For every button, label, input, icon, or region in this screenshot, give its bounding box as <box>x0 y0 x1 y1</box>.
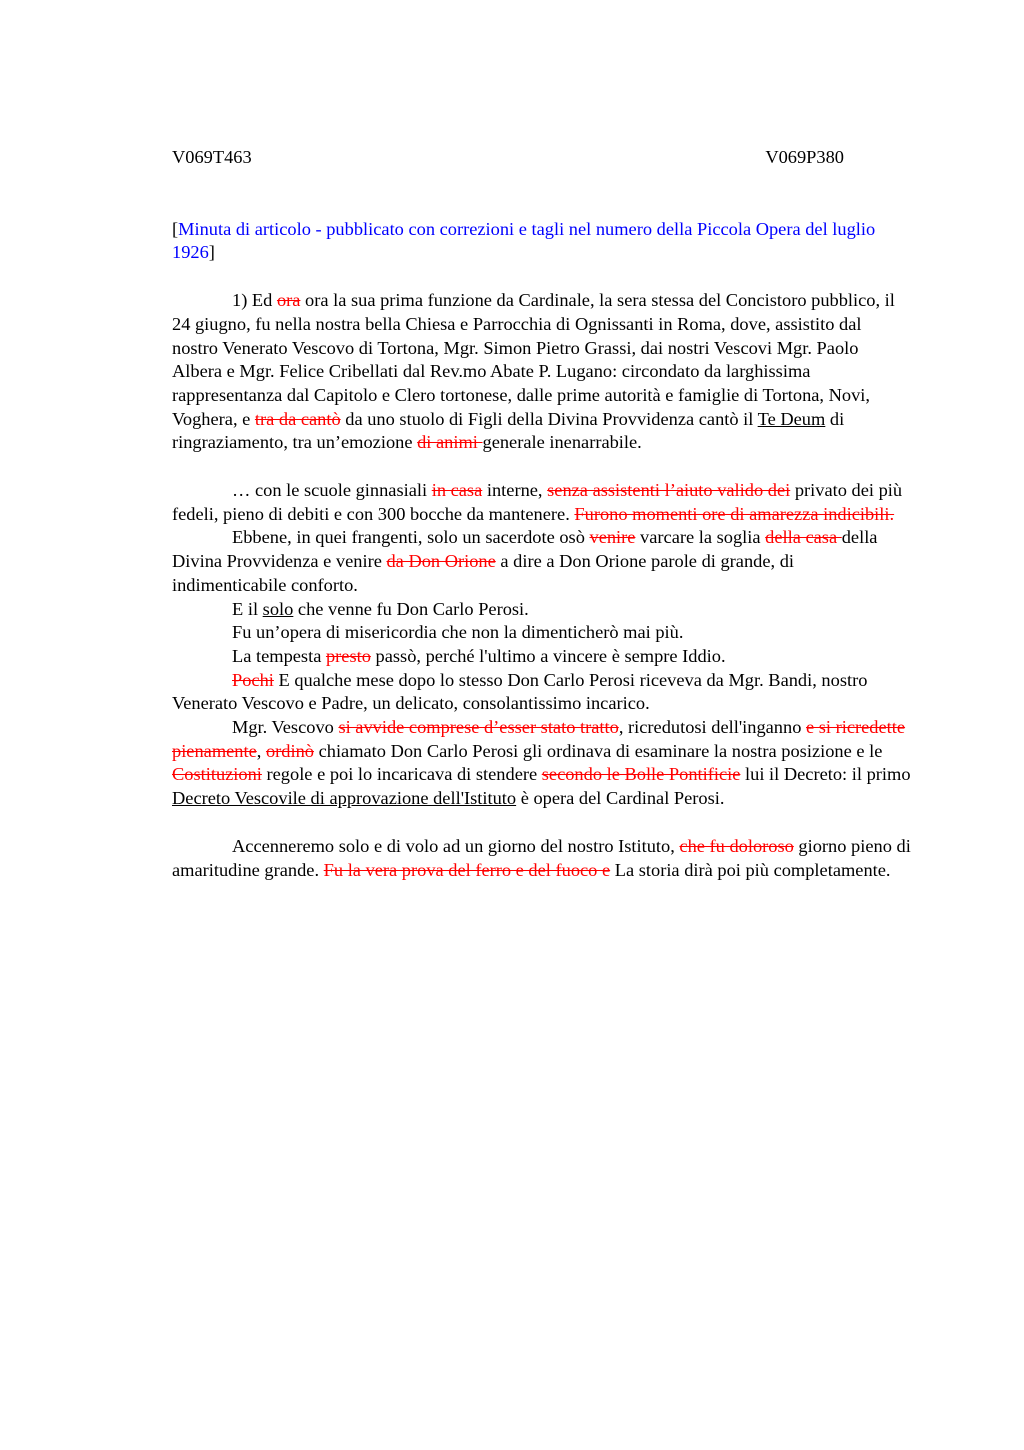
paragraph-1 <box>172 289 912 455</box>
paragraph-5 <box>172 621 912 645</box>
deleted-text: della casa <box>765 527 842 548</box>
text-span: , <box>256 740 266 761</box>
text-span: giorno pieno di amaritudine grande. <box>172 835 911 880</box>
text-span: della Divina Provvidenza e venire <box>172 527 878 572</box>
deleted-text: Fu la vera prova del ferro e del fuoco e <box>323 859 611 880</box>
text-span: , ricredutosi dell'inganno <box>618 717 806 738</box>
text-span: Accenneremo solo e di volo ad un giorno del nostro Istituto, <box>232 835 680 856</box>
deleted-text: ora <box>276 290 301 311</box>
text-span: Ebbene, in quei frangenti, solo un sacerdote osò <box>232 527 590 548</box>
deleted-text: da Don Orione <box>386 551 496 572</box>
text-span: E qualche mese dopo lo stesso Don Carlo Perosi riceveva da Mgr. Bandi, nostro Venerato Vescovo e Padre, un delicato, consolantissimo incarico. <box>172 669 868 714</box>
note-open-bracket: [ <box>172 218 179 239</box>
text-span: passò, perché l'ultimo a vincere è sempre Iddio. <box>370 645 726 666</box>
document-page <box>172 146 912 882</box>
paragraph-7 <box>172 669 912 716</box>
text-span: di ringraziamento, tra un’emozione <box>172 408 845 453</box>
text-span: a dire a Don Orione parole di grande, di indimenticabile conforto. <box>172 551 795 595</box>
underlined-text: Te Deum <box>757 408 826 429</box>
paragraph-8 <box>172 716 912 811</box>
deleted-text: e si ricredette pienamente <box>172 717 906 761</box>
document-header <box>172 146 844 170</box>
document-code-right: V069P380 <box>765 147 844 167</box>
text-span: … con le scuole ginnasiali <box>232 480 432 501</box>
text-span: generale inenarrabile. <box>482 432 642 453</box>
paragraph-9 <box>172 835 912 882</box>
paragraph-3 <box>172 526 912 597</box>
deleted-text: venire <box>589 527 636 548</box>
text-span: è opera del Cardinal Perosi. <box>516 788 725 809</box>
text-span: Fu un’opera di misericordia che non la dimenticherò mai più. <box>232 622 684 643</box>
deleted-text: presto <box>325 645 371 666</box>
text-span: Mgr. Vescovo <box>232 717 339 738</box>
text-span: lui il Decreto: il primo <box>740 764 911 785</box>
deleted-text: senza assistenti l’aiuto valido dei <box>547 480 791 501</box>
note-close-bracket: ] <box>208 242 215 263</box>
document-code-left: V069T463 <box>172 147 252 167</box>
deleted-text: Pochi <box>232 669 274 690</box>
text-span: E il <box>232 598 263 619</box>
text-span: che venne fu Don Carlo Perosi. <box>293 598 529 619</box>
paragraph-4 <box>172 598 912 622</box>
text-span: La storia dirà poi più completamente. <box>610 859 891 880</box>
deleted-text: in casa <box>431 480 483 501</box>
text-span: varcare la soglia <box>635 527 766 548</box>
underlined-text: Decreto Vescovile di approvazione dell'Istituto <box>172 788 517 809</box>
deleted-text: che fu doloroso <box>679 835 794 856</box>
paragraph-2 <box>172 479 912 526</box>
text-span: da uno stuolo di Figli della Divina Provvidenza cantò il <box>340 408 758 429</box>
deleted-text: si avvide comprese d’esser stato tratto <box>338 717 619 738</box>
text-span: privato dei più fedeli, pieno di debiti e con 300 bocche da mantenere. <box>172 480 903 524</box>
deleted-text: ordinò <box>265 740 314 761</box>
paragraph-6 <box>172 645 912 669</box>
text-span: ora la sua prima funzione da Cardinale, la sera stessa del Concistoro pubblico, il 24 giugno, fu nella nostra bella Chiesa e Parrocchia di Ognissanti in Roma, dove, assistito dal nostro Venerato Vescovo di Tortona, Mgr. Simon Pietro Grassi, dai nostri Vescovi Mgr. Paolo Albera e Mgr. Felice Cribellati dal Rev.mo Abate P. Lugano: circondato da larghissima rappresentanza dal Capitolo e Clero tortonese, dalle prime autorità e famiglie di Tortona, Novi, Voghera, e <box>172 290 895 429</box>
text-span: 1) Ed <box>232 290 277 311</box>
text-span: interne, <box>482 480 548 501</box>
underlined-text: solo <box>262 598 294 619</box>
text-span: regole e poi lo incaricava di stendere <box>261 764 542 785</box>
deleted-text: di animi <box>417 432 483 453</box>
text-span: chiamato Don Carlo Perosi gli ordinava di esaminare la nostra posizione e le <box>313 740 883 761</box>
deleted-text: Furono momenti ore di amarezza indicibili. <box>574 503 895 524</box>
note-text: Minuta di articolo - pubblicato con correzioni e tagli nel numero della Piccola Opera del luglio 1926 <box>172 218 876 263</box>
deleted-text: secondo le Bolle Pontificie <box>541 764 741 785</box>
deleted-text: tra da cantò <box>254 408 341 429</box>
editorial-note <box>172 218 912 265</box>
deleted-text: Costituzioni <box>172 764 262 785</box>
text-span: La tempesta <box>232 645 326 666</box>
